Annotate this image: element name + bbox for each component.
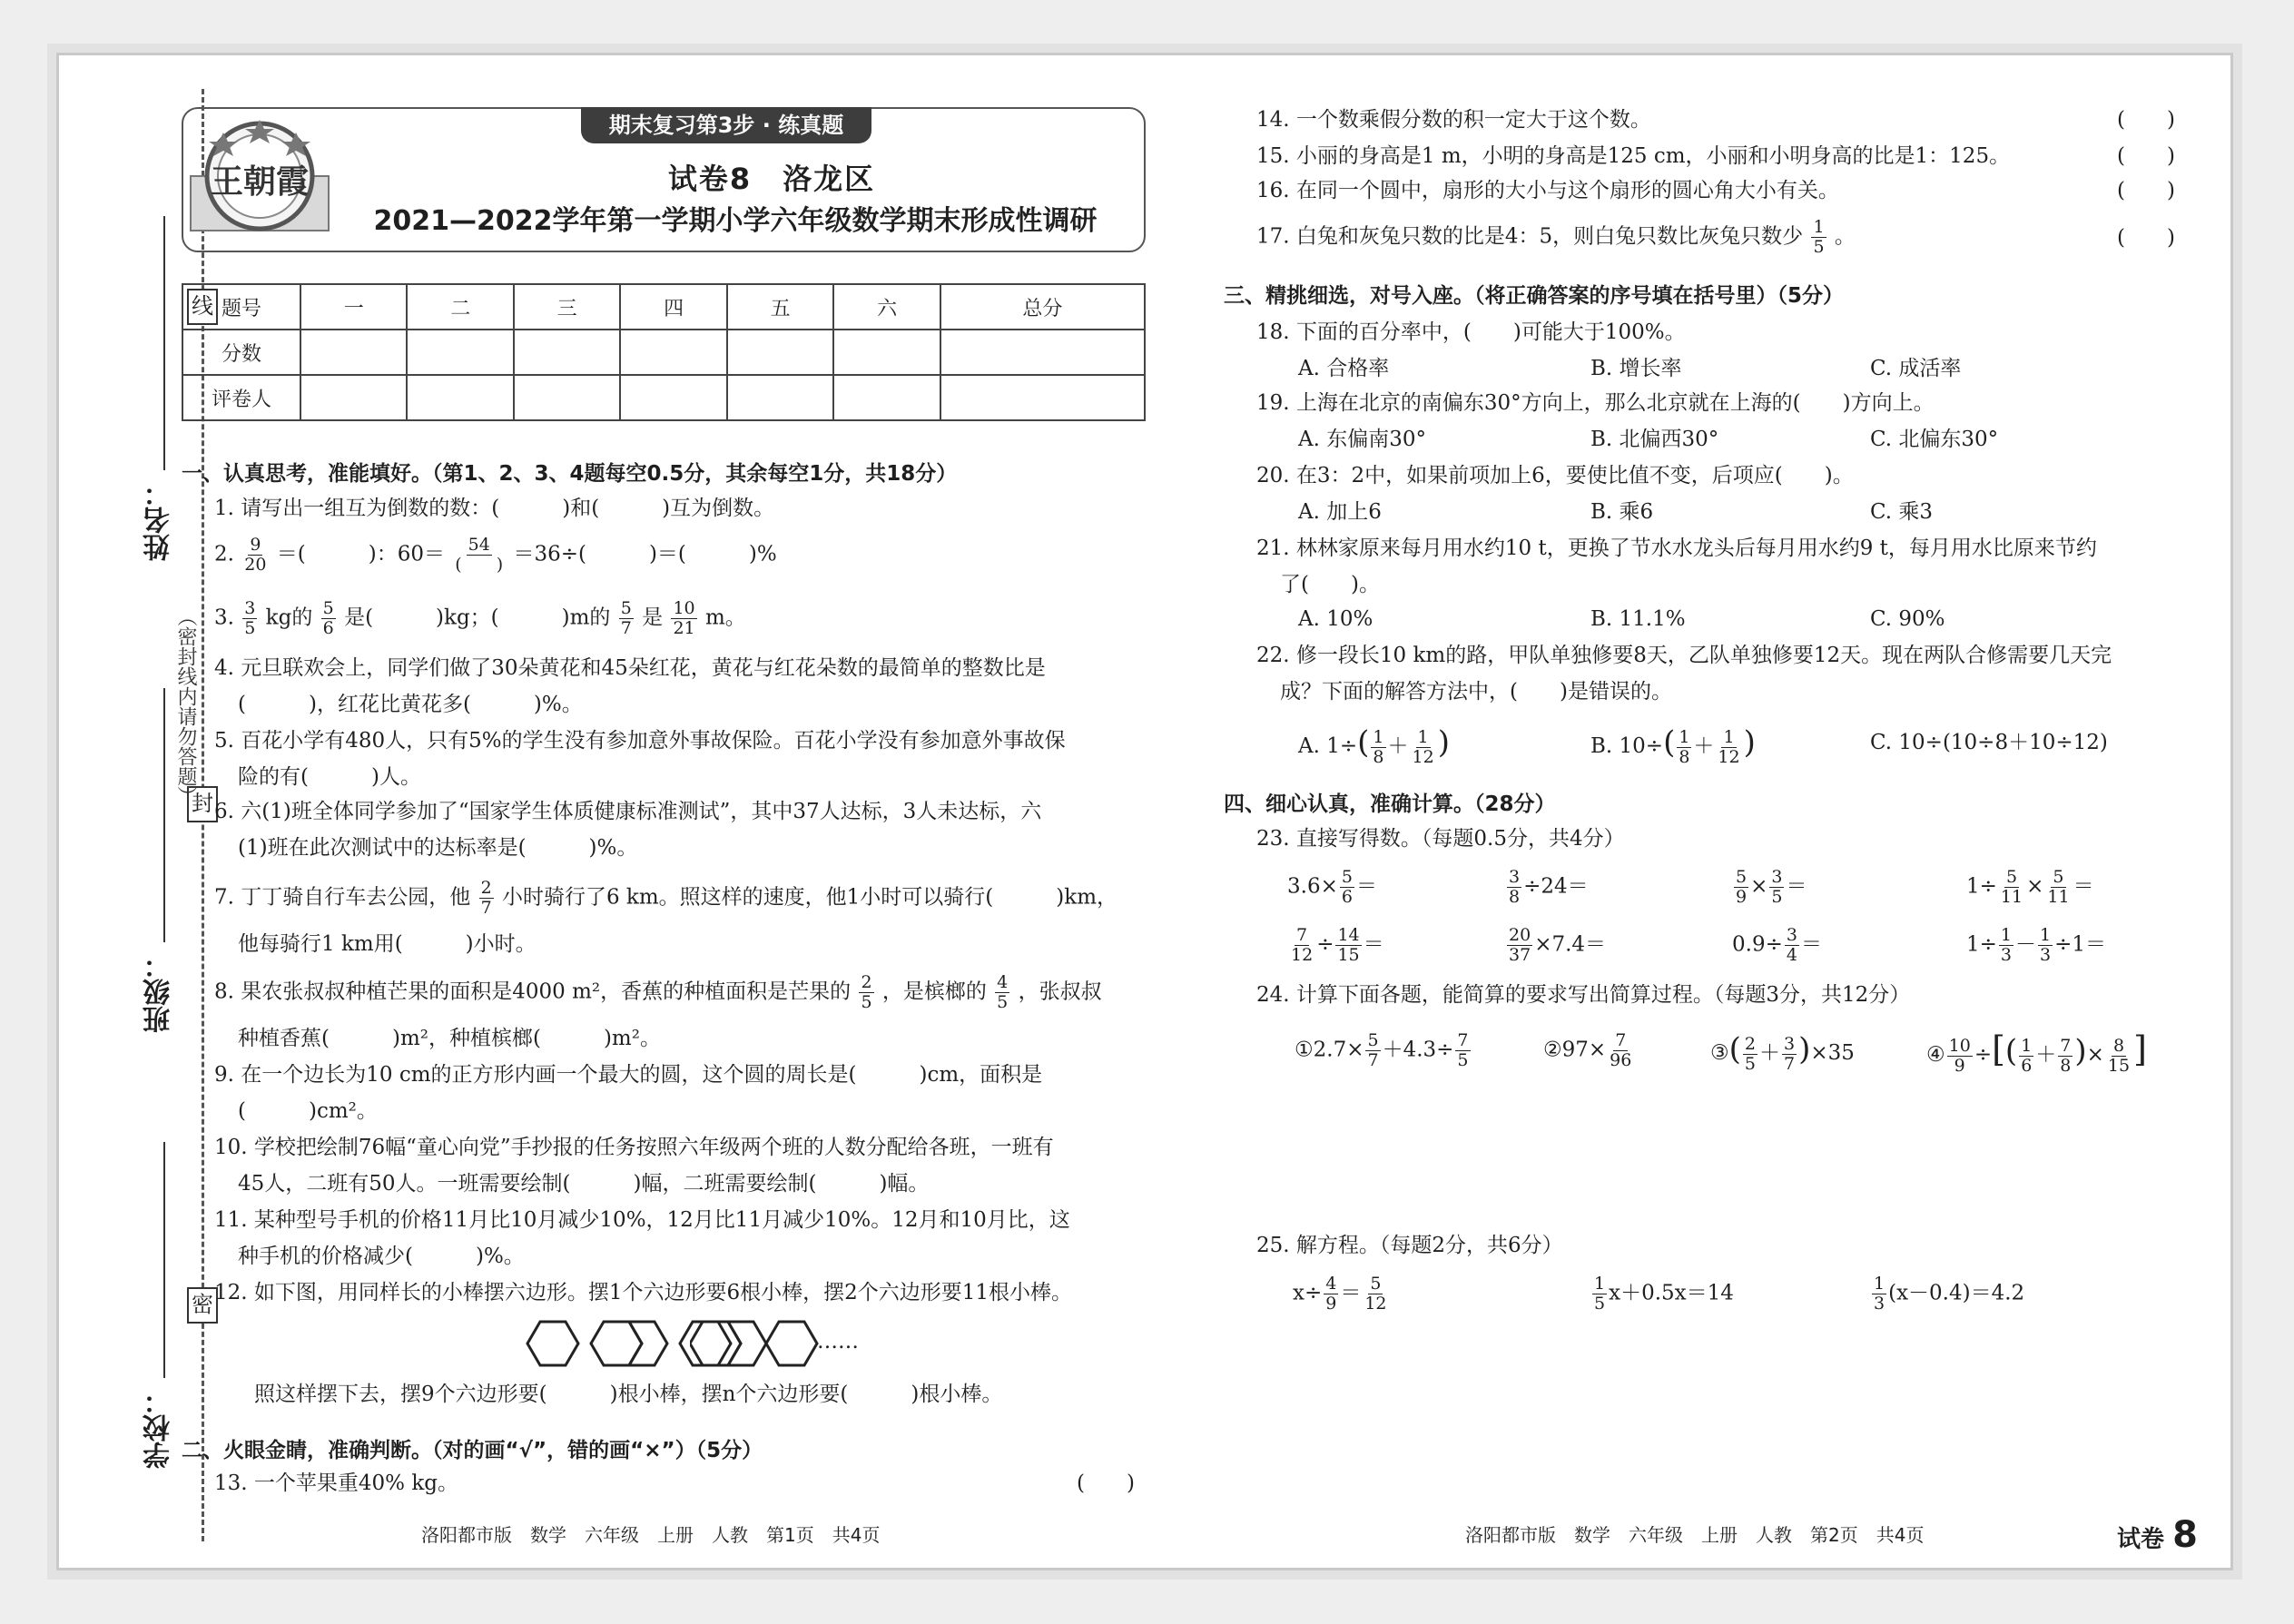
option-22-b: B. 10÷( $\frac{1}{8}$ ＋ $\frac{1}{12}$ ) (1590, 724, 1756, 767)
hexagon-2b (629, 1322, 667, 1365)
fraction: $\frac{2}{7}$ (480, 878, 492, 918)
question-25: 25. 解方程。（每题2分，共6分） (1256, 1234, 1563, 1257)
calc-problem-1: ①2.7× $\frac{5}{7}$ ＋4.3÷ $\frac{7}{5}$ (1295, 1030, 1469, 1070)
grader-cell[interactable] (833, 375, 940, 420)
score-cell[interactable] (300, 330, 407, 375)
answer-paren-13[interactable]: ( ) (1077, 1471, 1135, 1495)
option-20-a: A. 加上6 (1298, 500, 1382, 524)
name-field-line[interactable] (163, 216, 165, 470)
calc-problem-3: ③( $\frac{2}{5}$ ＋ $\frac{3}{7}$ )×35 (1710, 1031, 1855, 1074)
seal-mark-secret: 密 (187, 1287, 218, 1324)
q2-number: 2. (214, 542, 234, 566)
review-step-tag: 期末复习第3步 · 练真题 (581, 107, 871, 143)
school-field-line[interactable] (163, 1142, 165, 1378)
score-cell[interactable] (514, 330, 620, 375)
calc-item-3: $\frac{5}{9}$ × $\frac{3}{5}$ ＝ (1736, 867, 1807, 907)
question-14: 14. 一个数乘假分数的积一定大于这个数。 (1256, 108, 1651, 132)
answer-paren-16[interactable]: ( ) (2117, 179, 2175, 202)
fraction: $\frac{3}{5}$ (244, 598, 256, 638)
section-3-heading: 三、精挑细选，对号入座。（将正确答案的序号填在括号里）（5分） (1224, 284, 1845, 308)
question-8-line-1: 8. 果农张叔叔种植芒果的面积是4000 m²，香蕉的种植面积是芒果的 $\frac{2}{5}$ ，是槟榔的 $\frac{4}{5}$ ，张叔叔 (214, 972, 1102, 1012)
score-cell[interactable] (620, 330, 726, 375)
option-18-a: A. 合格率 (1298, 357, 1390, 380)
question-6-line-1: 6. 六(1)班全体同学参加了“国家学生体质健康标准测试”，其中37人达标，3人未达标，六 (214, 800, 1042, 823)
question-17: 17. 白兔和灰兔只数的比是4：5，则白兔只数比灰兔只数少 $\frac{1}{5}$ 。 (1256, 217, 1856, 257)
option-19-b: B. 北偏西30° (1590, 428, 1719, 451)
fraction: $\frac{1}{5}$ (1813, 217, 1825, 257)
question-15: 15. 小丽的身高是1 m，小明的身高是125 cm，小丽和小明身高的比是1：125。 (1256, 144, 2011, 168)
equation-3: $\frac{1}{3}$ (x－0.4)＝4.2 (1874, 1274, 2025, 1314)
question-7-line-2: 他每骑行1 km用( )小时。 (238, 932, 537, 956)
table-row (182, 330, 1145, 375)
question-7-line-1: 7. 丁丁骑自行车去公园，他 $\frac{2}{7}$ 小时骑行了6 km。照这样的速度，他1小时可以骑行( )km， (214, 878, 1118, 918)
grader-cell[interactable] (620, 375, 726, 420)
fraction: $\frac{10}{21}$ (673, 598, 695, 638)
calc-item-1: 3.6× $\frac{5}{6}$ ＝ (1287, 867, 1377, 907)
name-label: 姓名： (143, 479, 175, 561)
option-18-b: B. 增长率 (1590, 357, 1682, 380)
question-12-line-2: 照这样摆下去，摆9个六边形要( )根小棒，摆n个六边形要( )根小棒。 (254, 1383, 1003, 1406)
grader-cell[interactable] (727, 375, 833, 420)
question-6-line-2: (1)班在此次测试中的达标率是( )%。 (238, 836, 638, 860)
question-5-line-2: 险的有( )人。 (238, 765, 421, 789)
q2-text-a: ＝( )：60＝ (276, 542, 445, 566)
score-cell[interactable] (833, 330, 940, 375)
seal-mark-seal: 封 (187, 786, 218, 822)
option-21-b: B. 11.1% (1590, 607, 1686, 631)
school-label: 学校： (143, 1387, 175, 1469)
fraction: $\frac{5}{7}$ (620, 598, 632, 638)
fraction: $\frac{9}{20}$ (244, 535, 267, 575)
question-10-line-1: 10. 学校把绘制76幅“童心向党”手抄报的任务按照六年级两个班的人数分配给各班，一班有 (214, 1136, 1054, 1159)
score-header-cell: 二 (407, 284, 513, 330)
grader-cell[interactable] (300, 375, 407, 420)
calc-item-2: $\frac{3}{8}$ ÷24＝ (1509, 867, 1589, 907)
fraction: $\frac{2}{5}$ (861, 972, 872, 1012)
score-cell[interactable] (407, 330, 513, 375)
section-1-heading: 一、认真思考，准能填好。（第1、2、3、4题每空0.5分，其余每空1分，共18分） (182, 462, 958, 486)
paper-number: 试卷 8 (2117, 1514, 2198, 1556)
question-1: 1. 请写出一组互为倒数的数：( )和( )互为倒数。 (214, 497, 775, 520)
score-cell[interactable] (940, 330, 1145, 375)
calc-item-8: 1÷ $\frac{1}{3}$ － $\frac{1}{3}$ ÷1＝ (1966, 925, 2106, 965)
question-4-line-1: 4. 元旦联欢会上，同学们做了30朵黄花和45朵红花，黄花与红花朵数的最简单的整数比是 (214, 656, 1046, 680)
option-21-a: A. 10% (1298, 607, 1373, 631)
score-header-cell: 四 (620, 284, 726, 330)
grader-cell[interactable] (407, 375, 513, 420)
question-12-line-1: 12. 如下图，用同样长的小棒摆六边形。摆1个六边形要6根小棒，摆2个六边形要11根小棒。 (214, 1281, 1073, 1304)
score-header-cell: 总分 (940, 284, 1145, 330)
question-22-line-1: 22. 修一段长10 km的路，甲队单独修要8天，乙队单独修要12天。现在两队合修需要几天完 (1256, 644, 2112, 667)
hexagon-ellipsis: …… (817, 1330, 859, 1353)
equation-1: x÷ $\frac{4}{9}$ ＝ $\frac{5}{12}$ (1293, 1274, 1387, 1314)
question-5-line-1: 5. 百花小学有480人，只有5%的学生没有参加意外事故保险。百花小学没有参加意外事故保 (214, 729, 1066, 753)
calc-problem-2: ②97× $\frac{7}{96}$ (1543, 1030, 1632, 1070)
calc-item-4: 1÷ $\frac{5}{11}$ × $\frac{5}{11}$ ＝ (1966, 867, 2094, 907)
question-2 (214, 536, 777, 575)
option-22-a: A. 1÷( $\frac{1}{8}$ ＋ $\frac{1}{12}$ ) (1298, 724, 1450, 767)
section-2-heading: 二、火眼金睛，准确判断。（对的画“√”，错的画“×”）（5分） (182, 1439, 763, 1462)
table-row (182, 284, 1145, 330)
answer-paren-17[interactable]: ( ) (2117, 226, 2175, 250)
calc-item-5: $\frac{7}{12}$ ÷ $\frac{14}{15}$ ＝ (1291, 925, 1384, 965)
grader-row-label: 评卷人 (182, 375, 300, 420)
class-field-line[interactable] (163, 688, 165, 942)
calc-item-7: 0.9÷ $\frac{3}{4}$ ＝ (1732, 925, 1822, 965)
table-row (182, 375, 1145, 420)
paper-subtitle: 2021—2022学年第一学期小学六年级数学期末形成性调研 (373, 205, 1098, 237)
question-22-line-2: 成？下面的解答方法中，( )是错误的。 (1280, 680, 1672, 704)
score-table (182, 283, 1146, 421)
score-header-cell: 题号 (182, 284, 300, 330)
option-18-c: C. 成活率 (1870, 357, 1962, 380)
question-4-line-2: ( )，红花比黄花多( )%。 (238, 693, 583, 716)
q2-text-b: ＝36÷( )＝( )% (513, 542, 777, 566)
question-18: 18. 下面的百分率中，( )可能大于100%。 (1256, 320, 1686, 344)
hexagon-1 (527, 1322, 578, 1365)
question-23: 23. 直接写得数。（每题0.5分，共4分） (1256, 827, 1625, 851)
score-row-label: 分数 (182, 330, 300, 375)
option-21-c: C. 90% (1870, 607, 1945, 631)
footer-left: 洛阳都市版 数学 六年级 上册 人教 第1页 共4页 (421, 1524, 881, 1546)
option-22-c: C. 10÷(10÷8＋10÷12) (1870, 731, 2108, 754)
question-21-line-2: 了( )。 (1280, 573, 1380, 596)
question-3: 3. $\frac{3}{5}$ kg的 $\frac{5}{6}$ 是( )kg；( )m的 $\frac{5}{7}$ 是 $\frac{10}{21}$ m。 (214, 598, 746, 638)
question-24: 24. 计算下面各题，能简算的要求写出简算过程。（每题3分，共12分） (1256, 983, 1911, 1007)
fraction: $\frac{5}{6}$ (322, 598, 334, 638)
score-cell[interactable] (727, 330, 833, 375)
fraction: $\frac{4}{5}$ (997, 972, 1009, 1012)
question-13: 13. 一个苹果重40% kg。 (214, 1471, 458, 1495)
publisher-logo (187, 113, 332, 247)
question-20: 20. 在3：2中，如果前项加上6，要使比值不变，后项应( )。 (1256, 464, 1854, 487)
question-9-line-1: 9. 在一个边长为10 cm的正方形内画一个最大的圆，这个圆的周长是( )cm，面积是 (214, 1063, 1043, 1087)
score-header-cell: 五 (727, 284, 833, 330)
question-11-line-1: 11. 某种型号手机的价格11月比10月减少10%，12月比11月减少10%。12月和10月比，这 (214, 1208, 1070, 1232)
paper-title: 试卷8 洛龙区 (667, 162, 876, 196)
grader-cell[interactable] (940, 375, 1145, 420)
score-header-cell: 三 (514, 284, 620, 330)
option-20-b: B. 乘6 (1590, 500, 1654, 524)
question-19: 19. 上海在北京的南偏东30°方向上，那么北京就在上海的( )方向上。 (1256, 391, 1935, 415)
score-header-cell: 一 (300, 284, 407, 330)
calc-item-6: $\frac{20}{37}$ ×7.4＝ (1509, 925, 1607, 965)
grader-cell[interactable] (514, 375, 620, 420)
answer-paren-14[interactable]: ( ) (2117, 108, 2175, 132)
footer-right: 洛阳都市版 数学 六年级 上册 人教 第2页 共4页 (1465, 1524, 1925, 1546)
svg-text:王朝霞: 王朝霞 (210, 162, 310, 201)
fraction: 54 ( ) (455, 535, 504, 575)
binding-strip (56, 53, 213, 1570)
seal-note: （密封线内请勿答题） (174, 606, 197, 806)
calc-problem-4: ④ $\frac{10}{9}$ ÷[( $\frac{1}{6}$ ＋ $\frac{7}{8}$ )× $\frac{8}{15}$ ] (1926, 1029, 2147, 1076)
option-20-c: C. 乘3 (1870, 500, 1934, 524)
seal-mark-line: 线 (187, 289, 218, 325)
question-16: 16. 在同一个圆中，扇形的大小与这个扇形的圆心角大小有关。 (1256, 179, 1839, 202)
question-10-line-2: 45人，二班有50人。一班需要绘制( )幅，二班需要绘制( )幅。 (238, 1172, 930, 1196)
option-19-a: A. 东偏南30° (1298, 428, 1426, 451)
score-header-cell: 六 (833, 284, 940, 330)
question-8-line-2: 种植香蕉( )m²，种植槟榔( )m²。 (238, 1027, 661, 1050)
class-label: 班级： (143, 951, 175, 1033)
equation-2: $\frac{1}{5}$ x＋0.5x＝14 (1594, 1274, 1734, 1314)
section-4-heading: 四、细心认真，准确计算。（28分） (1224, 792, 1556, 816)
option-19-c: C. 北偏东30° (1870, 428, 1999, 451)
question-21-line-1: 21. 林林家原来每月用水约10 t，更换了节水水龙头后每月用水约9 t，每月用水比原来节约 (1256, 536, 2097, 560)
answer-paren-15[interactable]: ( ) (2117, 144, 2175, 168)
question-9-line-2: ( )cm²。 (238, 1099, 378, 1123)
question-11-line-2: 种手机的价格减少( )%。 (238, 1245, 525, 1268)
